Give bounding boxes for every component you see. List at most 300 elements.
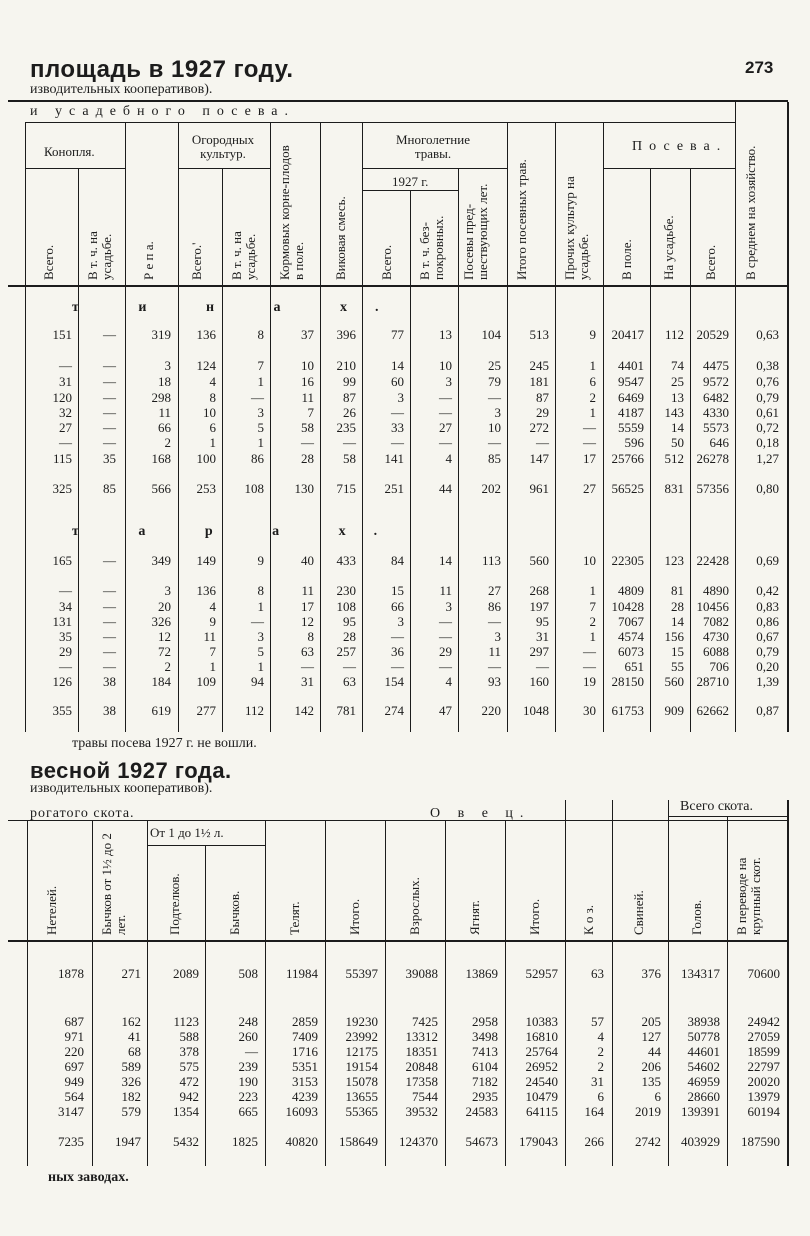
table1-a-cell: 210: [336, 358, 356, 373]
table1-b-cell: 142: [294, 703, 314, 718]
table1-b-cell: 297: [529, 644, 549, 659]
table1-b-cell: 28710: [696, 674, 729, 689]
table2-row-cell: 239: [238, 1059, 258, 1074]
table1-a-cell: 9572: [703, 374, 729, 389]
table1-a-cell: 8: [257, 327, 264, 342]
table2-row-cell: 18351: [405, 1044, 438, 1059]
table1-a-cell: 85: [488, 451, 501, 466]
rule-h: [147, 845, 265, 846]
table1-a-cell: —: [301, 435, 314, 450]
header-poseva: Посева.: [632, 139, 728, 154]
col2-golov: Голов.: [689, 899, 704, 935]
table1-b-cell: 1: [257, 659, 264, 674]
table2-row-cell: 260: [238, 1029, 258, 1044]
table2-row-cell: 16093: [285, 1104, 318, 1119]
table1-b-cell: 81: [671, 583, 684, 598]
table1-b-cell: 10456: [696, 599, 729, 614]
table1-b-cell: 165: [52, 553, 72, 568]
table1-b-cell: 619: [151, 703, 171, 718]
rule-h: [668, 816, 788, 817]
table1-b-cell: 22305: [611, 553, 644, 568]
table1-b-cell: 55: [671, 659, 684, 674]
table1-a-cell: 0,72: [756, 420, 779, 435]
col2-itogo: Итого.: [347, 898, 362, 935]
table1-a-cell: 1: [257, 374, 264, 389]
table2-row-cell: 55365: [345, 1104, 378, 1119]
table1-a-cell: 11: [158, 405, 171, 420]
table1-b-cell: 17: [301, 599, 314, 614]
table2-row-cell: 57: [591, 1014, 604, 1029]
table2-row-cell: 27059: [747, 1029, 780, 1044]
table1-b-cell: 4890: [703, 583, 729, 598]
page-subtitle-2: изводительных кооперативов).: [30, 781, 213, 796]
table1-b-cell: 1: [257, 599, 264, 614]
table1-a-cell: 9547: [618, 374, 644, 389]
header-vsego-skota: Всего скота.: [680, 799, 753, 814]
table2-row-cell: 6104: [472, 1059, 498, 1074]
table1-a-cell: 1: [589, 358, 596, 373]
table1-b-cell: 1048: [523, 703, 549, 718]
table2-total-cell: 40820: [285, 1134, 318, 1149]
table1-a-cell: 6: [589, 374, 596, 389]
table1-b-cell: —: [59, 659, 72, 674]
table1-a-cell: 831: [664, 481, 684, 496]
table2-row-cell: 3147: [58, 1104, 84, 1119]
rule-v: [787, 102, 789, 732]
note-1: травы посева 1927 г. не вошли.: [72, 736, 257, 751]
table2-row-cell: 24540: [525, 1074, 558, 1089]
table1-a-cell: 4: [445, 451, 452, 466]
table1-b-cell: 9: [257, 553, 264, 568]
table2-top-cell: 55397: [345, 966, 378, 981]
table2-row-cell: 41: [128, 1029, 141, 1044]
table1-b-cell: 29: [439, 644, 452, 659]
table1-a-cell: 2: [589, 390, 596, 405]
table1-b-cell: 8: [307, 629, 314, 644]
header-1927: 1927 г.: [392, 174, 429, 189]
header-ogorod: Огородных культур.: [191, 132, 255, 161]
table1-a-cell: 87: [343, 390, 356, 405]
table1-b-cell: 11: [301, 583, 314, 598]
table2-row-cell: 7413: [472, 1044, 498, 1059]
rule-h: [362, 168, 507, 169]
table1-b-cell: —: [103, 659, 116, 674]
table2-row-cell: 6: [597, 1089, 604, 1104]
table1-b-cell: 0,86: [756, 614, 779, 629]
col1-predsh: Посевы пред-шествующих лет.: [461, 183, 490, 280]
table2-row-cell: 588: [179, 1029, 199, 1044]
table1-b-cell: 433: [336, 553, 356, 568]
table1-a-cell: 10: [488, 420, 501, 435]
table1-a-cell: —: [103, 374, 116, 389]
table1-a-cell: —: [103, 405, 116, 420]
table1-b-cell: 112: [244, 703, 264, 718]
table1-b-cell: 6073: [618, 644, 644, 659]
table2-row-cell: 206: [641, 1059, 661, 1074]
table1-a-cell: 26278: [696, 451, 729, 466]
table1-a-cell: 11: [301, 390, 314, 405]
table2-row-cell: 7182: [472, 1074, 498, 1089]
table1-a-cell: —: [103, 435, 116, 450]
col1-bezpokrov: В т. ч. без-покровных.: [417, 215, 446, 280]
table1-a-cell: 396: [336, 327, 356, 342]
table1-b-cell: 29: [59, 644, 72, 659]
table1-a-cell: 66: [158, 420, 171, 435]
table1-a-cell: 74: [671, 358, 684, 373]
table1-a-cell: 120: [52, 390, 72, 405]
table2-row-cell: 205: [641, 1014, 661, 1029]
col2-neteley: Нетелей.: [44, 885, 59, 935]
col1-ogorod-vsego: Всего.': [189, 242, 204, 280]
table1-a-cell: —: [59, 435, 72, 450]
table1-b-cell: 35: [59, 629, 72, 644]
table2-row-cell: 39532: [405, 1104, 438, 1119]
table1-a-cell: 168: [151, 451, 171, 466]
table2-top-cell: 11984: [285, 966, 318, 981]
table1-a-cell: 37: [301, 327, 314, 342]
table1-b-cell: 72: [158, 644, 171, 659]
table1-b-cell: 7: [589, 599, 596, 614]
col1-vikovaya: Виковая смесь.: [333, 196, 348, 280]
table1-a-cell: —: [439, 405, 452, 420]
footer-text: ных заводах.: [48, 1170, 129, 1185]
table1-b-cell: 12: [158, 629, 171, 644]
table1-a-cell: —: [391, 435, 404, 450]
table2-row-cell: 575: [179, 1059, 199, 1074]
table2-total-cell: 1825: [232, 1134, 258, 1149]
page-number: 273: [745, 58, 774, 77]
table1-b-cell: 1: [589, 629, 596, 644]
col2-bychkov: Бычков.: [227, 890, 242, 935]
table2-row-cell: 17358: [405, 1074, 438, 1089]
table1-b-cell: 1: [589, 583, 596, 598]
col1-poseva-vsego: Всего.: [703, 244, 718, 280]
table1-b-cell: 62662: [696, 703, 729, 718]
table2-total-cell: 187590: [741, 1134, 780, 1149]
table1-a-cell: 2: [164, 435, 171, 450]
table1-b-cell: 149: [196, 553, 216, 568]
table1-b-cell: 40: [301, 553, 314, 568]
table1-a-cell: 20529: [696, 327, 729, 342]
table1-a-cell: 20417: [611, 327, 644, 342]
table2-row-cell: 2958: [472, 1014, 498, 1029]
col1-korm: Кормовых корне-плодов в поле.: [277, 145, 306, 280]
table1-a-cell: 33: [391, 420, 404, 435]
col1-prochih: Прочих культур на усадьбе.: [562, 176, 591, 280]
table1-b-cell: 257: [336, 644, 356, 659]
table1-b-cell: 4: [209, 599, 216, 614]
table1-b-cell: 0,83: [756, 599, 779, 614]
table2-row-cell: 2: [597, 1059, 604, 1074]
table1-a-cell: —: [103, 327, 116, 342]
table1-b-cell: 230: [336, 583, 356, 598]
table1-a-cell: 1: [257, 435, 264, 450]
table2-total-cell: 179043: [519, 1134, 558, 1149]
table1-a-cell: —: [536, 435, 549, 450]
table1-a-cell: 181: [529, 374, 549, 389]
table1-a-cell: 7: [257, 358, 264, 373]
table2-row-cell: 1123: [173, 1014, 199, 1029]
table1-a-cell: 4330: [703, 405, 729, 420]
table1-b-cell: 123: [664, 553, 684, 568]
table1-b-cell: 34: [59, 599, 72, 614]
table1-a-cell: 6482: [703, 390, 729, 405]
table1-a-cell: 27: [439, 420, 452, 435]
col2-telyat: Телят.: [287, 901, 302, 935]
table2-row-cell: 12175: [345, 1044, 378, 1059]
table2-row-cell: 3498: [472, 1029, 498, 1044]
table1-a-cell: 1: [589, 405, 596, 420]
table1-a-cell: 60: [391, 374, 404, 389]
table1-a-cell: 4: [209, 374, 216, 389]
table1-b-cell: 28150: [611, 674, 644, 689]
table2-row-cell: 19154: [345, 1059, 378, 1074]
table1-a-cell: 6: [209, 420, 216, 435]
table1-a-cell: 5559: [618, 420, 644, 435]
table1-a-cell: —: [343, 435, 356, 450]
table2-row-cell: 25764: [525, 1044, 558, 1059]
table1-b-cell: 5: [257, 644, 264, 659]
table1-b-cell: 109: [196, 674, 216, 689]
table2-row-cell: 64115: [525, 1104, 558, 1119]
table2-row-cell: 139391: [681, 1104, 720, 1119]
table1-b-cell: 560: [664, 674, 684, 689]
table1-b-cell: —: [343, 659, 356, 674]
table2-row-cell: 50778: [687, 1029, 720, 1044]
table1-a-cell: 596: [624, 435, 644, 450]
table2-row-cell: 22797: [747, 1059, 780, 1074]
table1-b-cell: —: [251, 614, 264, 629]
table2-row-cell: 1716: [292, 1044, 318, 1059]
table1-a-cell: 202: [481, 481, 501, 496]
table1-a-cell: 0,38: [756, 358, 779, 373]
table1-b-cell: 0,42: [756, 583, 779, 598]
table2-row-cell: 182: [121, 1089, 141, 1104]
table1-top-rule: [8, 100, 788, 102]
table1-b-cell: —: [583, 644, 596, 659]
table2-row-cell: 7409: [292, 1029, 318, 1044]
table2-row-cell: 971: [64, 1029, 84, 1044]
table1-b-cell: —: [103, 644, 116, 659]
table1-b-cell: 31: [301, 674, 314, 689]
table1-a-cell: 3: [397, 390, 404, 405]
table2-row-cell: 326: [121, 1074, 141, 1089]
table1-a-cell: 35: [103, 451, 116, 466]
table1-b-cell: —: [439, 659, 452, 674]
table1-b-cell: 0,67: [756, 629, 779, 644]
table1-a-cell: 25766: [611, 451, 644, 466]
table1-b-cell: 63: [301, 644, 314, 659]
table2-row-cell: 24583: [465, 1104, 498, 1119]
table1-a-cell: 104: [481, 327, 501, 342]
table2-row-cell: 564: [64, 1089, 84, 1104]
table1-b-cell: 154: [384, 674, 404, 689]
table1-b-cell: 1: [209, 659, 216, 674]
table1-b-cell: 3: [445, 599, 452, 614]
table2-total-cell: 54673: [465, 1134, 498, 1149]
section-b-label: т а р а х.: [72, 524, 406, 539]
page-title-1: площадь в 1927 году.: [30, 56, 294, 83]
table2-total-cell: 124370: [399, 1134, 438, 1149]
table1-a-cell: 4401: [618, 358, 644, 373]
table2-row-cell: 223: [238, 1089, 258, 1104]
table2-row-cell: 220: [64, 1044, 84, 1059]
table1-b-cell: —: [103, 583, 116, 598]
table1-a-cell: 235: [336, 420, 356, 435]
rule-v: [787, 800, 789, 1166]
table2-row-cell: 20848: [405, 1059, 438, 1074]
table1-b-cell: —: [59, 583, 72, 598]
table1-a-cell: 87: [536, 390, 549, 405]
header-mnogolet: Многолетние травы.: [396, 132, 470, 161]
table1-a-cell: 27: [59, 420, 72, 435]
col2-yagnyat: Ягнят.: [467, 900, 482, 935]
table1-a-cell: 512: [664, 451, 684, 466]
table1-b-cell: —: [391, 659, 404, 674]
table1-a-cell: 0,80: [756, 481, 779, 496]
table1-b-cell: 3: [397, 614, 404, 629]
table1-a-cell: 7: [307, 405, 314, 420]
table2-row-cell: 127: [641, 1029, 661, 1044]
table1-b-cell: 4730: [703, 629, 729, 644]
table1-a-cell: 566: [151, 481, 171, 496]
table1-b-cell: 0,87: [756, 703, 779, 718]
table2-row-cell: 24942: [747, 1014, 780, 1029]
table1-b-cell: 326: [151, 614, 171, 629]
table2-row-cell: 68: [128, 1044, 141, 1059]
table1-b-cell: 19: [583, 674, 596, 689]
table1-a-cell: 27: [583, 481, 596, 496]
table1-a-cell: 26: [343, 405, 356, 420]
table2-total-cell: 7235: [58, 1134, 84, 1149]
table1-a-cell: 44: [439, 481, 452, 496]
table1-b-cell: 10428: [611, 599, 644, 614]
table2-row-cell: 44601: [687, 1044, 720, 1059]
table1-b-cell: —: [103, 599, 116, 614]
table1-b-cell: 0,20: [756, 659, 779, 674]
table1-b-cell: 136: [196, 583, 216, 598]
table2-top-cell: 52957: [525, 966, 558, 981]
table2-row-cell: 1354: [173, 1104, 199, 1119]
table1-a-cell: 10: [439, 358, 452, 373]
table1-a-cell: —: [488, 390, 501, 405]
table2-total-cell: 2742: [635, 1134, 661, 1149]
table1-a-cell: 16: [301, 374, 314, 389]
table2-row-cell: 38938: [687, 1014, 720, 1029]
table1-b-cell: 3: [494, 629, 501, 644]
table2-row-cell: 31: [591, 1074, 604, 1089]
table1-a-cell: 3: [494, 405, 501, 420]
table1-a-cell: 58: [343, 451, 356, 466]
table1-b-cell: —: [536, 659, 549, 674]
rule-h: [25, 168, 125, 169]
table1-b-cell: 84: [391, 553, 404, 568]
table1-b-cell: 706: [709, 659, 729, 674]
table1-a-cell: 4475: [703, 358, 729, 373]
col1-na-usadbe: На усадьбе.: [661, 215, 676, 280]
col2-bychkov-ot: Бычков от 1½ до 2 лет.: [99, 833, 128, 935]
table1-a-cell: —: [59, 358, 72, 373]
table1-a-cell: 513: [529, 327, 549, 342]
table1-a-cell: 3: [257, 405, 264, 420]
table1-a-cell: 112: [664, 327, 684, 342]
table2-row-cell: 2019: [635, 1104, 661, 1119]
table1-b-cell: 95: [536, 614, 549, 629]
table1-b-cell: 220: [481, 703, 501, 718]
col1-ogorod-usadba: В т. ч. на усадьбе.: [229, 231, 258, 280]
table1-a-cell: 77: [391, 327, 404, 342]
table1-a-cell: 6469: [618, 390, 644, 405]
table1-b-cell: 197: [529, 599, 549, 614]
header-ot1: От 1 до 1½ л.: [150, 825, 224, 840]
table2-row-cell: 248: [238, 1014, 258, 1029]
table1-b-cell: 14: [671, 614, 684, 629]
table1-b-cell: 31: [536, 629, 549, 644]
table1-b-cell: 36: [391, 644, 404, 659]
table1-a-cell: 715: [336, 481, 356, 496]
col2-vzroslyh: Взрослых.: [407, 877, 422, 935]
table1-b-cell: 8: [257, 583, 264, 598]
table1-b-cell: 156: [664, 629, 684, 644]
col2-koz: К о з.: [581, 904, 596, 935]
table2-top-cell: 1878: [58, 966, 84, 981]
table2-row-cell: 15078: [345, 1074, 378, 1089]
table1-b-cell: 113: [481, 553, 501, 568]
table1-b-cell: 4: [445, 674, 452, 689]
table1-a-cell: 1,27: [756, 451, 779, 466]
table1-a-cell: —: [103, 420, 116, 435]
table1-b-cell: 94: [251, 674, 264, 689]
table2-row-cell: 472: [179, 1074, 199, 1089]
table1-a-cell: 147: [529, 451, 549, 466]
table1-a-cell: 141: [384, 451, 404, 466]
table1-b-cell: —: [103, 553, 116, 568]
table1-a-cell: —: [391, 405, 404, 420]
table1-b-cell: 20: [158, 599, 171, 614]
table1-b-cell: 10: [583, 553, 596, 568]
col1-vsego: Всего.: [41, 244, 56, 280]
table2-top-cell: 13869: [465, 966, 498, 981]
table1-b-cell: 560: [529, 553, 549, 568]
table1-b-cell: 6088: [703, 644, 729, 659]
table1-b-cell: —: [391, 629, 404, 644]
table1-b-cell: 28: [343, 629, 356, 644]
table1-a-cell: 85: [103, 481, 116, 496]
table2-row-cell: 135: [641, 1074, 661, 1089]
table2-total-cell: 5432: [173, 1134, 199, 1149]
table1-a-cell: —: [439, 390, 452, 405]
table1-a-cell: 57356: [696, 481, 729, 496]
table1-b-cell: 7082: [703, 614, 729, 629]
table2-row-cell: 2935: [472, 1089, 498, 1104]
table1-a-cell: 0,79: [756, 390, 779, 405]
table1-b-cell: 1,39: [756, 674, 779, 689]
table1-b-cell: —: [439, 629, 452, 644]
table2-top-cell: 70600: [747, 966, 780, 981]
table2-total-cell: 158649: [339, 1134, 378, 1149]
table1-a-cell: 25: [488, 358, 501, 373]
col1-srednem: В среднем на хозяйство.: [743, 145, 758, 280]
table2-row-cell: 44: [648, 1044, 661, 1059]
table2-row-cell: 2859: [292, 1014, 318, 1029]
table1-a-cell: 79: [488, 374, 501, 389]
table1-b-cell: 274: [384, 703, 404, 718]
table1-a-cell: 10: [301, 358, 314, 373]
table1-a-cell: 251: [384, 481, 404, 496]
table1-a-cell: 58: [301, 420, 314, 435]
table1-b-cell: 86: [488, 599, 501, 614]
table1-b-cell: 38: [103, 674, 116, 689]
